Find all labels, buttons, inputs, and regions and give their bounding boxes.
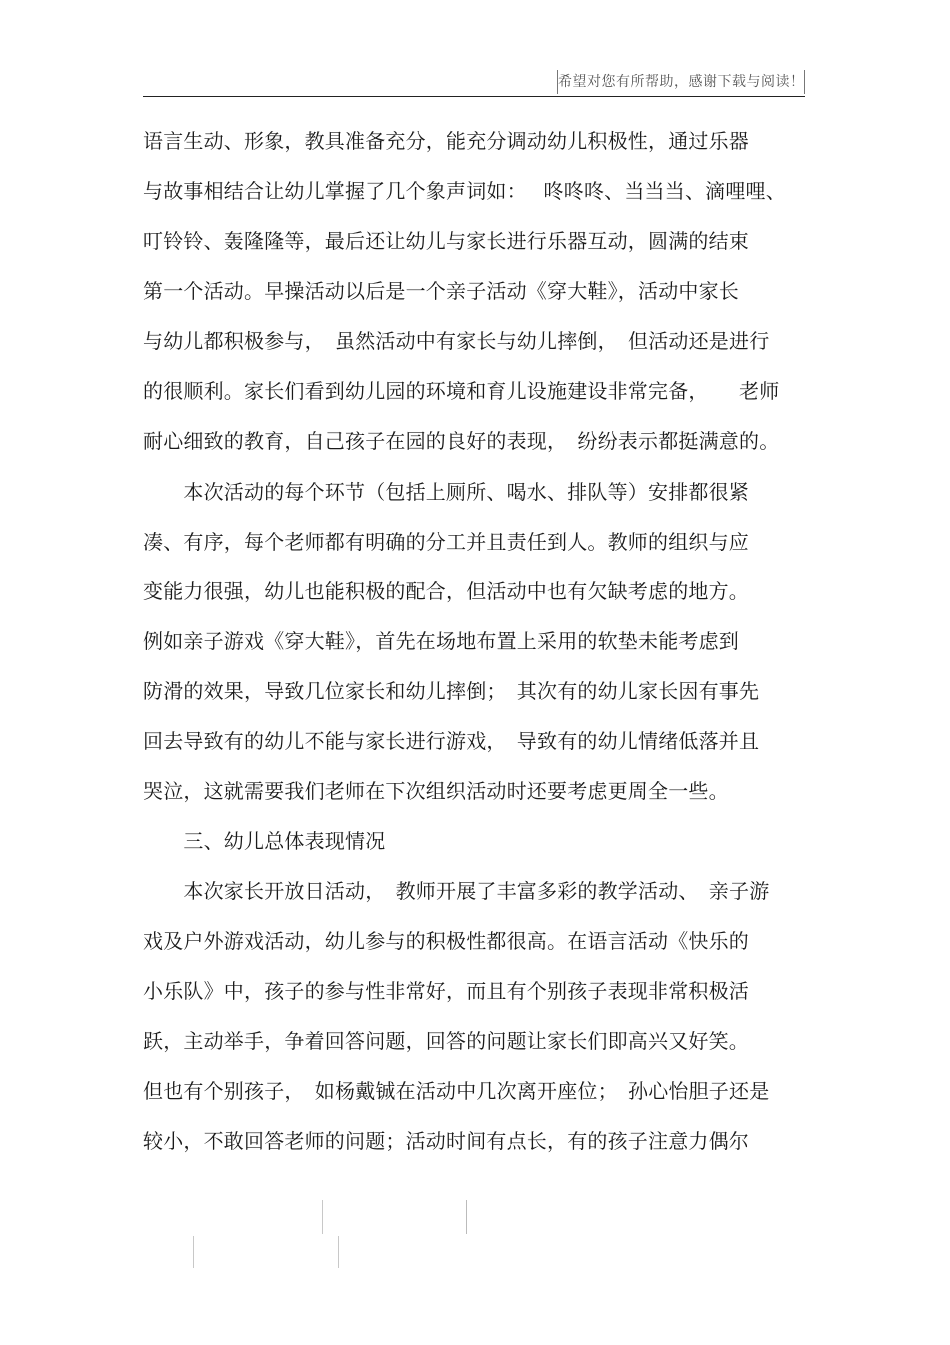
text-line: 叮铃铃、轰隆隆等，最后还让幼儿与家长进行乐器互动，圆满的结束 [143,229,749,253]
text-line: 回去导致有的幼儿不能与家长进行游戏， 导致有的幼儿情绪低落并且 [143,729,760,753]
text-line: 语言生动、形象，教具准备充分，能充分调动幼儿积极性，通过乐器 [143,129,749,153]
text-line: 本次家长开放日活动， 教师开展了丰富多彩的教学活动、 亲子游 [143,879,770,903]
text-line: 例如亲子游戏《穿大鞋》，首先在场地布置上采用的软垫未能考虑到 [143,629,739,653]
scan-mark [338,1236,339,1268]
scan-mark [466,1200,467,1234]
text-line: 凑、有序，每个老师都有明确的分工并且责任到人。教师的组织与应 [143,530,749,554]
header-note: 希望对您有所帮助，感谢下载与阅读！ [557,70,805,94]
text-line: 防滑的效果，导致几位家长和幼儿摔倒； 其次有的幼儿家长因有事先 [143,679,760,703]
text-line: 变能力很强，幼儿也能积极的配合，但活动中也有欠缺考虑的地方。 [143,579,749,603]
text-line: 跃，主动举手，争着回答问题，回答的问题让家长们即高兴又好笑。 [143,1029,749,1053]
header-rule [143,96,805,97]
text-line: 本次活动的每个环节（包括上厕所、喝水、排队等）安排都很紧 [143,480,749,504]
text-line: 与幼儿都积极参与， 虽然活动中有家长与幼儿摔倒， 但活动还是进行 [143,329,770,353]
section-heading: 三、幼儿总体表现情况 [143,829,386,853]
text-line: 第一个活动。早操活动以后是一个亲子活动《穿大鞋》，活动中家长 [143,279,739,303]
text-line: 小乐队》中，孩子的参与性非常好，而且有个别孩子表现非常积极活 [143,979,749,1003]
text-line: 哭泣，这就需要我们老师在下次组织活动时还要考虑更周全一些。 [143,779,729,803]
text-line: 耐心细致的教育，自己孩子在园的良好的表现， 纷纷表示都挺满意的。 [143,429,780,453]
text-line: 但也有个别孩子， 如杨戴铖在活动中几次离开座位； 孙心怡胆子还是 [143,1079,770,1103]
text-line: 与故事相结合让幼儿掌握了几个象声词如： 咚咚咚、当当当、滴哩哩、 [143,179,786,203]
scan-mark [193,1236,194,1268]
text-line: 较小，不敢回答老师的问题；活动时间有点长，有的孩子注意力偶尔 [143,1129,749,1153]
text-line: 的很顺利。家长们看到幼儿园的环境和育儿设施建设非常完备， 老师 [143,379,780,403]
scan-mark [322,1200,323,1234]
text-line: 戏及户外游戏活动，幼儿参与的积极性都很高。在语言活动《快乐的 [143,929,749,953]
